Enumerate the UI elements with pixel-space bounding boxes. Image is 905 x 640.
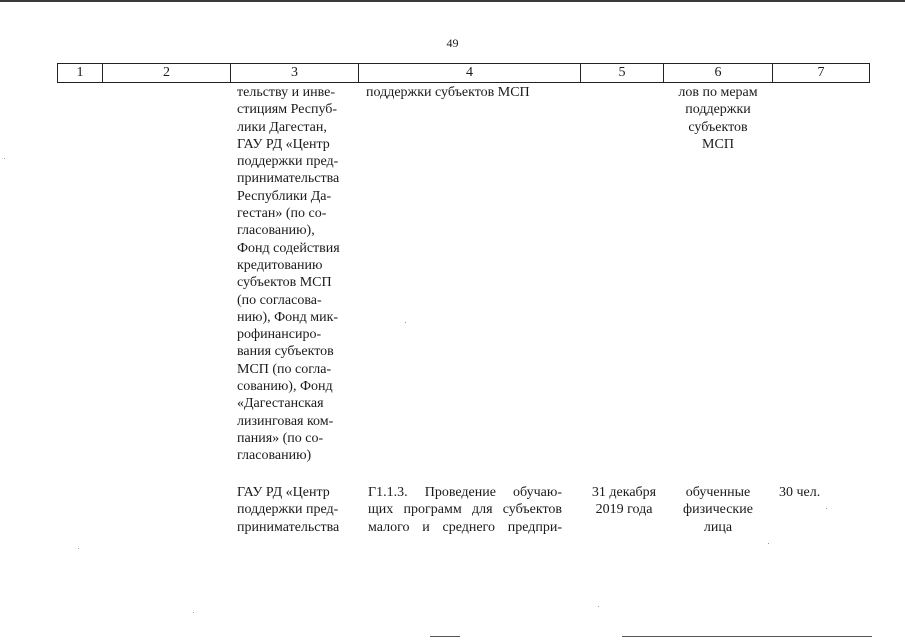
column-header-1: 1 <box>76 65 84 80</box>
column-header-6: 6 <box>714 65 722 80</box>
row-2-deadline: 31 декабря 2019 года <box>591 485 657 518</box>
scan-speck <box>826 508 827 509</box>
column-header-3: 3 <box>291 65 298 80</box>
column-header-7: 7 <box>817 65 825 80</box>
row-1-activity: поддержки субъектов МСП <box>366 85 530 100</box>
activity-line-2: щих программ для субъектов <box>368 502 562 518</box>
table-header-bottom-border <box>57 82 870 83</box>
scan-speck <box>78 548 79 549</box>
activity-line-1: Г1.1.3. Проведение обучаю- <box>368 485 562 500</box>
column-divider <box>869 63 870 83</box>
scan-speck <box>598 606 599 607</box>
scan-speck <box>4 158 5 159</box>
page-number: 49 <box>446 36 459 50</box>
scan-mark-bottom-right <box>622 636 872 637</box>
activity-line-3: малого и среднего предпри- <box>368 519 562 535</box>
row-2-executors: ГАУ РД «Центр поддержки пред- принимательства <box>237 485 340 535</box>
row-2-value: 30 чел. <box>779 485 821 500</box>
column-header-4: 4 <box>466 65 473 80</box>
row-2-activity <box>368 484 562 536</box>
scan-speck <box>768 543 769 544</box>
scan-speck <box>193 612 194 613</box>
scan-mark-bottom-left <box>430 636 460 637</box>
row-2-indicator: обученные физические лица <box>683 485 753 535</box>
column-header-5: 5 <box>618 65 626 80</box>
scan-top-edge <box>0 0 905 2</box>
row-1-indicator: лов по мерам поддержки субъектов МСП <box>678 85 758 152</box>
scan-speck <box>405 322 406 323</box>
column-header-2: 2 <box>163 65 170 80</box>
row-1-executors: тельству и инве- стициям Респуб- лики Дагестан, ГАУ РД «Центр поддержки пред- принимательства Республики Да- гестан» (по со- гласованию), Фонд содействия кредитованию субъектов МСП (по согласова- нию), Фонд мик- рофинансиро- вания субъектов МСП (по согла- сованию), Фонд «Дагестанская лизинговая ком- пания» (по со- гласованию) <box>237 85 340 464</box>
